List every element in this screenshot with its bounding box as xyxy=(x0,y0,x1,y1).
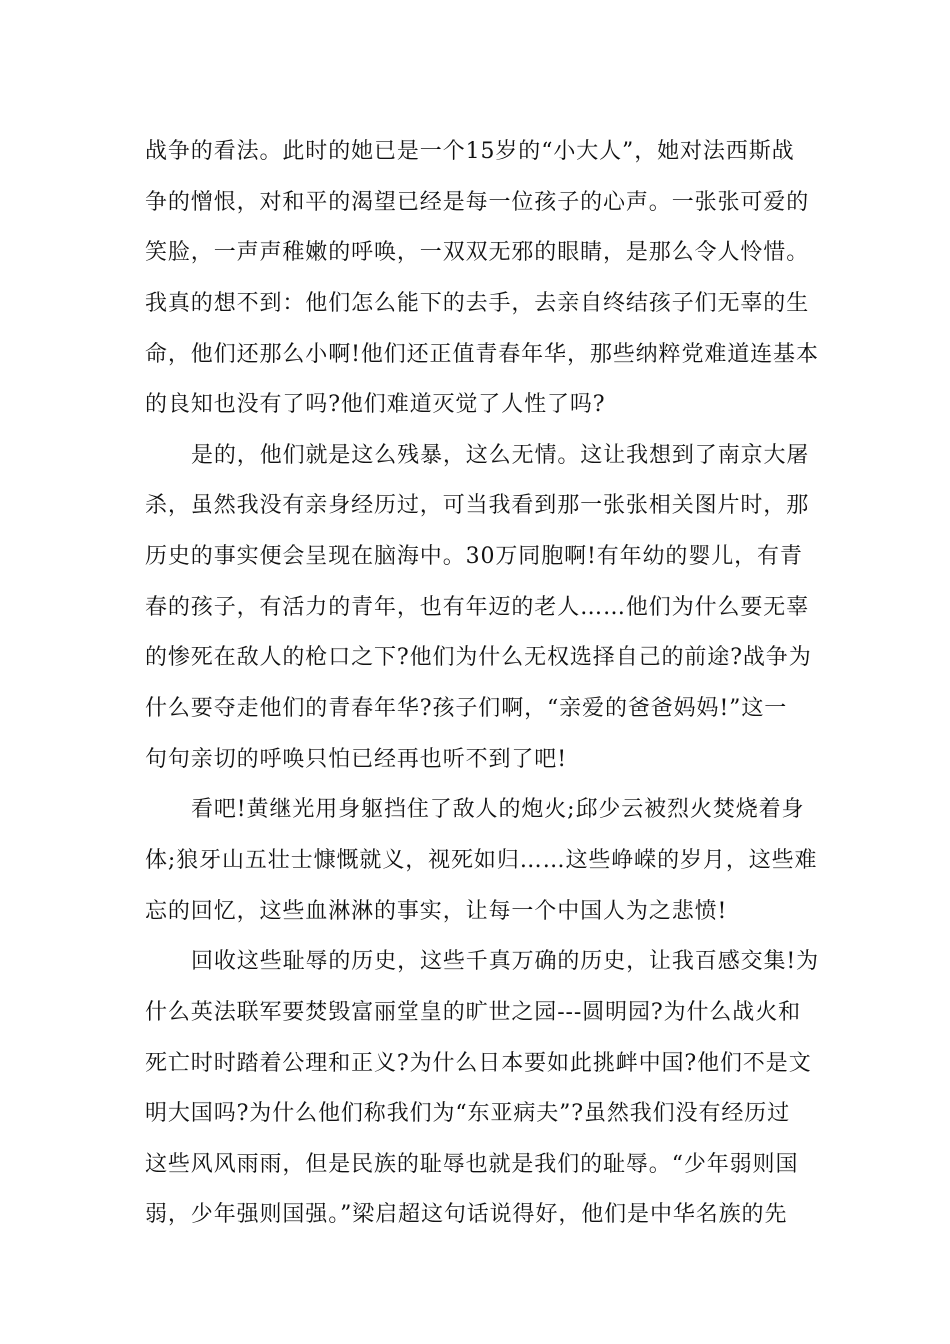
text-line: 历史的事实便会呈现在脑海中。30万同胞啊!有年幼的婴儿，有青 xyxy=(145,544,803,570)
text-line: 的良知也没有了吗?他们难道灭觉了人性了吗? xyxy=(145,392,606,418)
text-line: 春的孩子，有活力的青年，也有年迈的老人……他们为什么要无辜 xyxy=(145,594,810,620)
text-line: 弱，少年强则国强。”梁启超这句话说得好，他们是中华名族的先 xyxy=(145,1202,788,1228)
paragraph-first-line: 回收这些耻辱的历史，这些千真万确的历史，让我百感交集!为 xyxy=(191,949,820,975)
text-line: 我真的想不到：他们怎么能下的去手，去亲自终结孩子们无辜的生 xyxy=(145,290,810,316)
text-line: 战争的看法。此时的她已是一个15岁的“小大人”，她对法西斯战 xyxy=(145,139,795,164)
text-line: 什么英法联军要焚毁富丽堂皇的旷世之园---圆明园?为什么战火和 xyxy=(145,999,801,1025)
text-line: 杀，虽然我没有亲身经历过，可当我看到那一张张相关图片时，那 xyxy=(145,493,810,519)
text-line: 的惨死在敌人的枪口之下?他们为什么无权选择自己的前途?战争为 xyxy=(145,645,812,671)
essay-body xyxy=(145,127,820,1241)
text-line: 忘的回忆，这些血淋淋的事实，让每一个中国人为之悲愤! xyxy=(145,898,728,924)
text-line: 体;狼牙山五壮士慷慨就义，视死如归……这些峥嵘的岁月，这些难 xyxy=(145,847,818,873)
text-line: 什么要夺走他们的青春年华?孩子们啊，“亲爱的爸爸妈妈!”这一 xyxy=(145,696,788,722)
text-line: 笑脸，一声声稚嫩的呼唤，一双双无邪的眼睛，是那么令人怜惜。 xyxy=(145,240,810,266)
paragraph-first-line: 看吧!黄继光用身躯挡住了敌人的炮火;邱少云被烈火焚烧着身 xyxy=(191,797,805,823)
paragraph-first-line: 是的，他们就是这么残暴，这么无情。这让我想到了南京大屠 xyxy=(191,442,810,468)
text-line: 句句亲切的呼唤只怕已经再也听不到了吧! xyxy=(145,746,567,772)
text-line: 这些风风雨雨，但是民族的耻辱也就是我们的耻辱。“少年弱则国 xyxy=(145,1151,799,1177)
text-line: 争的憎恨，对和平的渴望已经是每一位孩子的心声。一张张可爱的 xyxy=(145,189,810,215)
text-line: 命，他们还那么小啊!他们还正值青春年华，那些纳粹党难道连基本 xyxy=(145,341,819,367)
text-line: 明大国吗?为什么他们称我们为“东亚病夫”?虽然我们没有经历过 xyxy=(145,1101,791,1127)
text-line: 死亡时时踏着公理和正义?为什么日本要如此挑衅中国?他们不是文 xyxy=(145,1050,812,1076)
